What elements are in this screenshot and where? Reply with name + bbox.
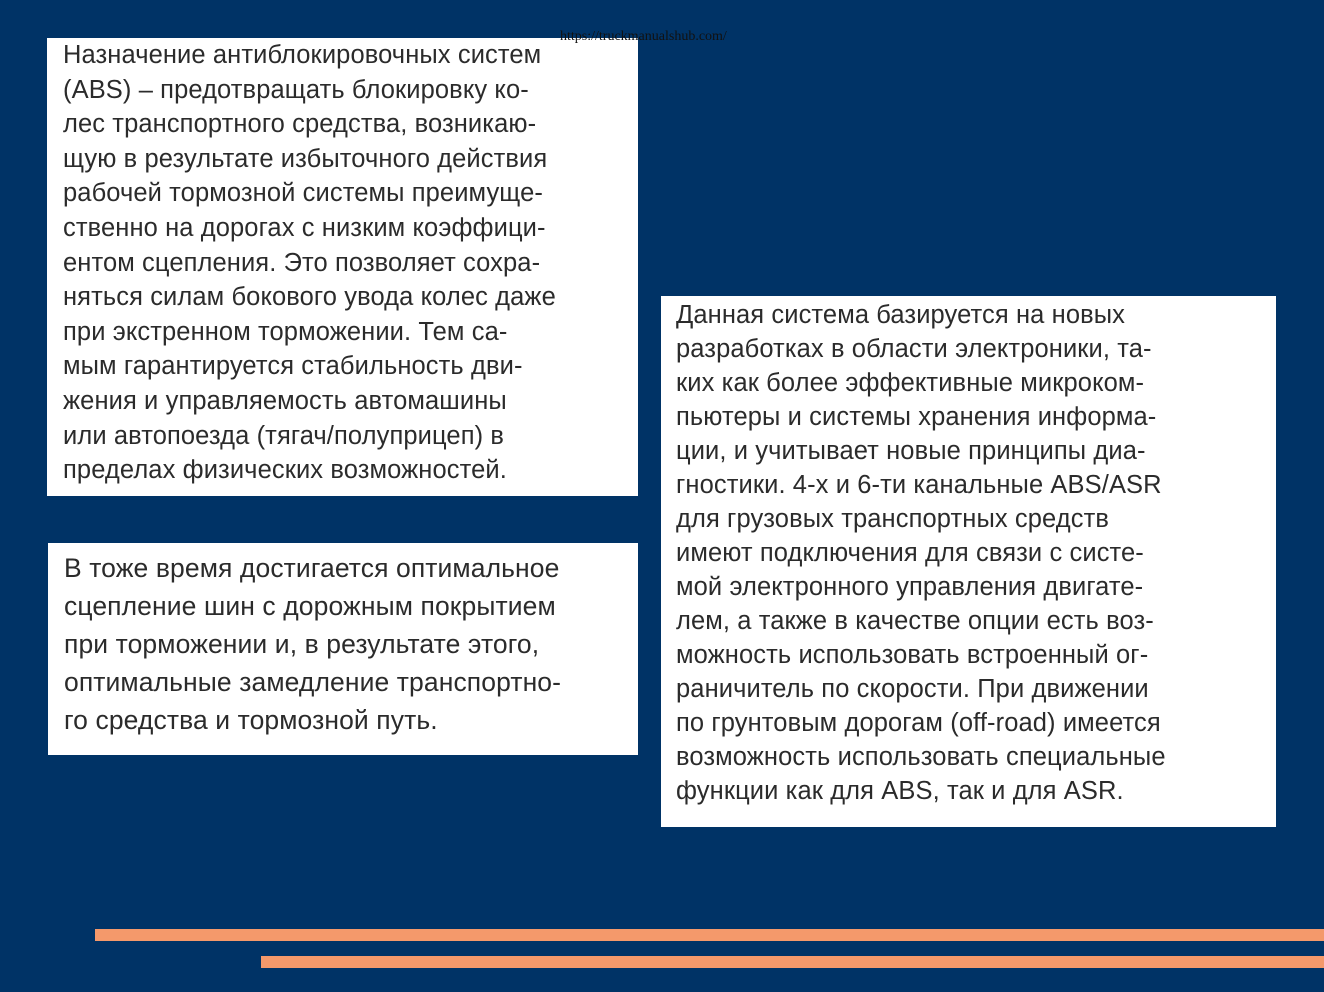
text-line: няться силам бокового увода колес даже <box>63 283 556 312</box>
text-panel-system-electronics <box>661 296 1276 827</box>
text-line: В тоже время достигается оптимальное <box>64 553 560 583</box>
decorative-stripe-upper <box>95 929 1324 941</box>
text-line: лес транспортного средства, возникаю- <box>63 110 537 139</box>
text-line: возможность использовать специальные <box>676 743 1166 771</box>
text-line: мой электронного управления двигате- <box>676 573 1144 601</box>
text-line: мым гарантируется стабильность дви- <box>63 352 523 381</box>
text-line: для грузовых транспортных средств <box>676 505 1110 533</box>
text-line: пределах физических возможностей. <box>63 456 507 485</box>
text-line: функции как для ABS, так и для ASR. <box>676 777 1124 805</box>
text-line: гностики. 4-х и 6-ти канальные ABS/ASR <box>676 471 1162 499</box>
text-line: по грунтовым дорогам (off-road) имеется <box>676 709 1161 737</box>
text-line: пьютеры и системы хранения информа- <box>676 403 1157 431</box>
text-line: го средства и тормозной путь. <box>64 705 438 735</box>
text-line: лем, а также в качестве опции есть воз- <box>676 607 1154 635</box>
text-line: жения и управляемость автомашины <box>63 386 507 415</box>
text-line: щую в результате избыточного действия <box>63 144 548 173</box>
decorative-stripe-lower <box>261 956 1324 968</box>
text-line: ции, и учитывает новые принципы диа- <box>676 437 1146 465</box>
text-line: при экстренном торможении. Тем са- <box>63 317 508 346</box>
text-line: или автопоезда (тягач/полуприцеп) в <box>63 421 505 450</box>
text-line: можность использовать встроенный ог- <box>676 641 1149 669</box>
text-panel-abs-purpose <box>47 38 638 496</box>
text-panel-optimal-grip <box>48 543 638 755</box>
text-line: рабочей тормозной системы преимуще- <box>63 179 543 208</box>
text-line: имеют подключения для связи с систе- <box>676 539 1144 567</box>
watermark-url: https://truckmanualshub.com/ <box>560 29 727 44</box>
text-line: ентом сцепления. Это позволяет сохра- <box>63 248 541 277</box>
text-line: оптимальные замедление транспортно- <box>64 667 562 697</box>
text-line: разработках в области электроники, та- <box>676 335 1152 363</box>
text-line: при торможении и, в результате этого, <box>64 629 540 659</box>
text-line: Назначение антиблокировочных систем <box>63 41 542 69</box>
text-line: (ABS) – предотвращать блокировку ко- <box>63 75 529 104</box>
text-line: ственно на дорогах с низким коэффици- <box>63 213 546 242</box>
text-line: ких как более эффективные микроком- <box>676 369 1145 397</box>
text-line: раничитель по скорости. При движении <box>676 675 1149 703</box>
text-line: сцепление шин с дорожным покрытием <box>64 591 556 621</box>
text-line: Данная система базируется на новых <box>676 301 1126 329</box>
